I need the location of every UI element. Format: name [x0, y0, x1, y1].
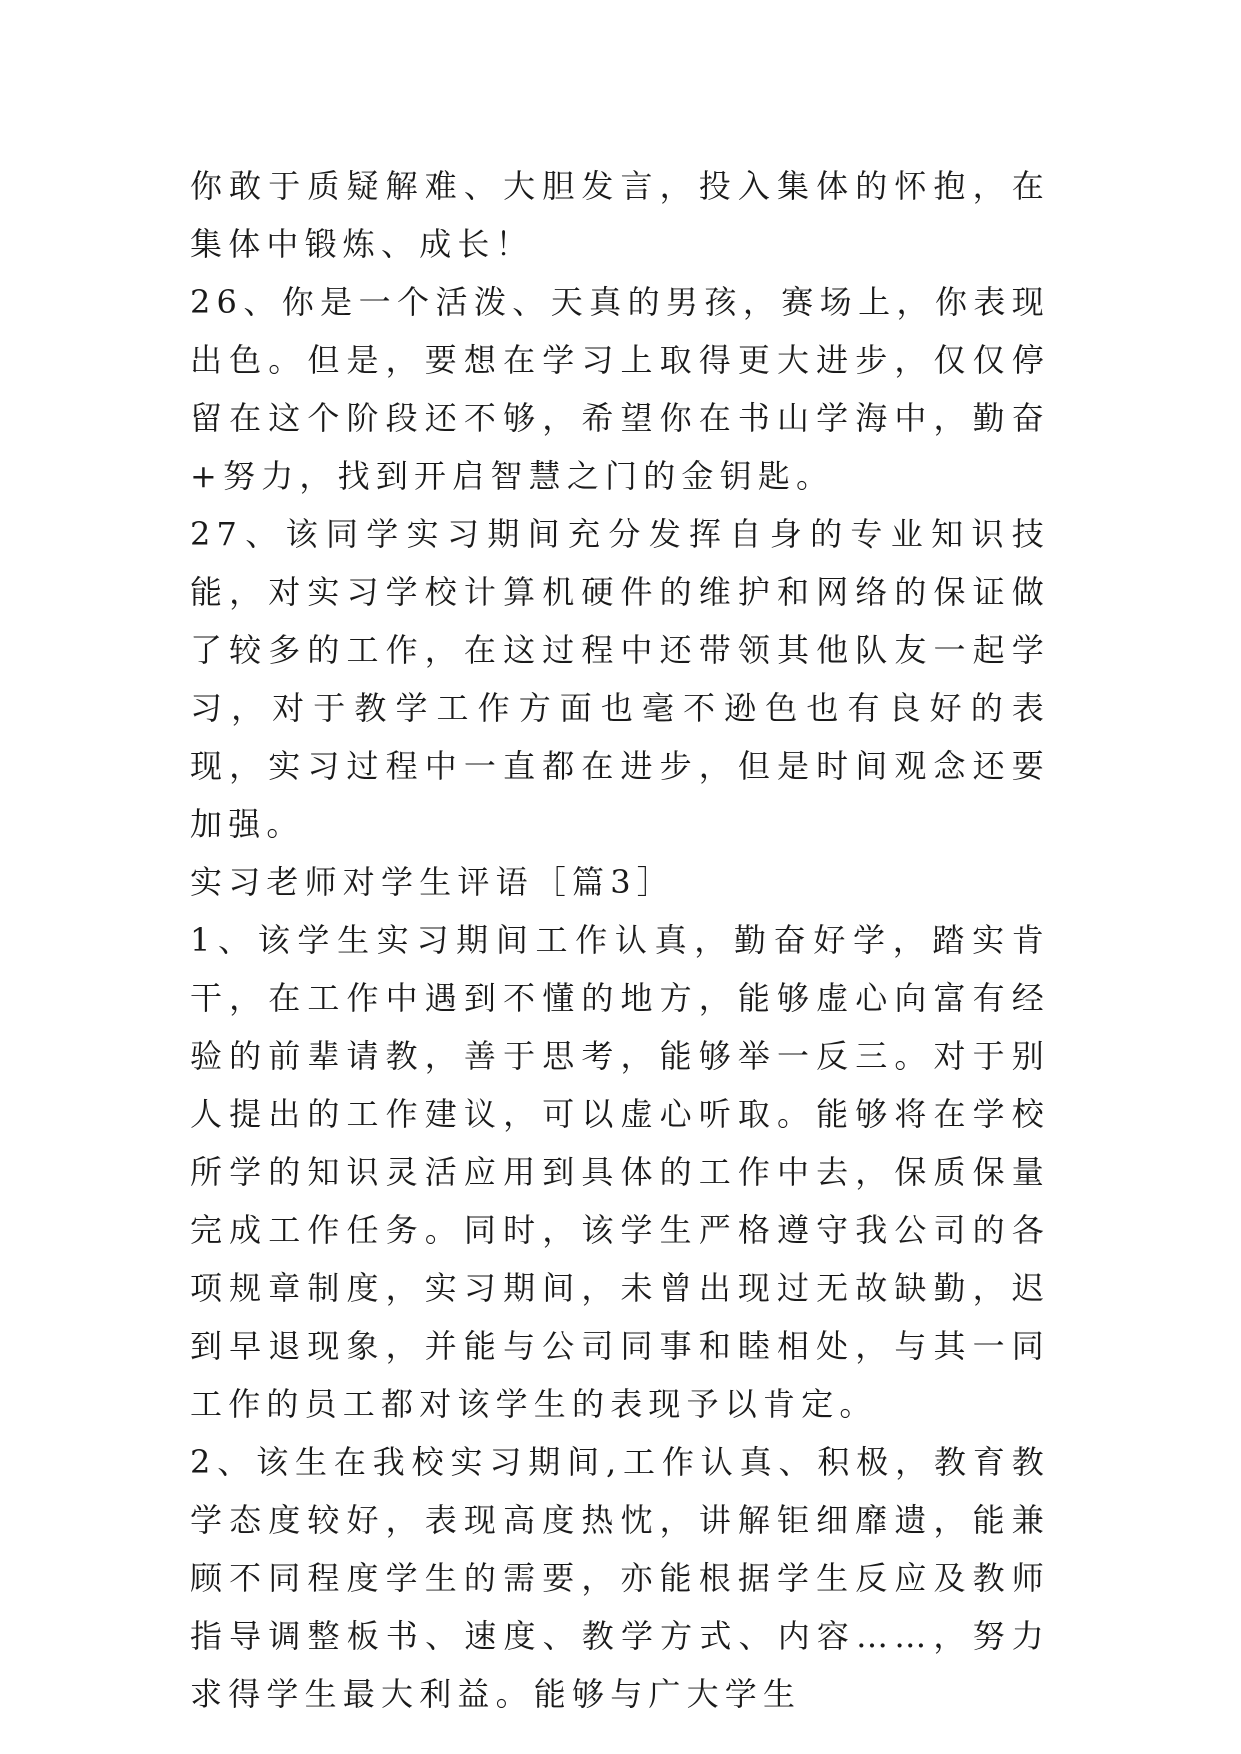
- paragraph-section-item-2: 2、该生在我校实习期间,工作认真、积极，教育教学态度较好，表现高度热忱，讲解钜细靡遗，能兼顾不同程度学生的需要，亦能根据学生反应及教师指导调整板书、速度、教学方式、内容……，努力求得学生最大利益。能够与广大学生: [190, 1443, 1050, 1713]
- section-heading: 实习老师对学生评语［篇3］: [190, 863, 675, 901]
- paragraph-section-item-1: 1、该学生实习期间工作认真，勤奋好学，踏实肯干，在工作中遇到不懂的地方，能够虚心向富有经验的前辈请教，善于思考，能够举一反三。对于别人提出的工作建议，可以虚心听取。能够将在学校所学的知识灵活应用到具体的工作中去，保质保量完成工作任务。同时，该学生严格遵守我公司的各项规章制度，实习期间，未曾出现过无故缺勤，迟到早退现象，并能与公司同事和睦相处，与其一同工作的员工都对该学生的表现予以肯定。: [190, 921, 1050, 1423]
- paragraph-item-27: 27、该同学实习期间充分发挥自身的专业知识技能，对实习学校计算机硬件的维护和网络的保证做了较多的工作，在这过程中还带领其他队友一起学习，对于教学工作方面也毫不逊色也有良好的表现，实习过程中一直都在进步，但是时间观念还要加强。: [190, 515, 1050, 843]
- paragraph-continuation: 你敢于质疑解难、大胆发言，投入集体的怀抱，在集体中锻炼、成长！: [190, 167, 1050, 263]
- paragraph-item-26: 26、你是一个活泼、天真的男孩，赛场上，你表现出色。但是，要想在学习上取得更大进步，仅仅停留在这个阶段还不够，希望你在书山学海中，勤奋+努力，找到开启智慧之门的金钥匙。: [190, 283, 1050, 495]
- document-body: [190, 157, 1050, 1723]
